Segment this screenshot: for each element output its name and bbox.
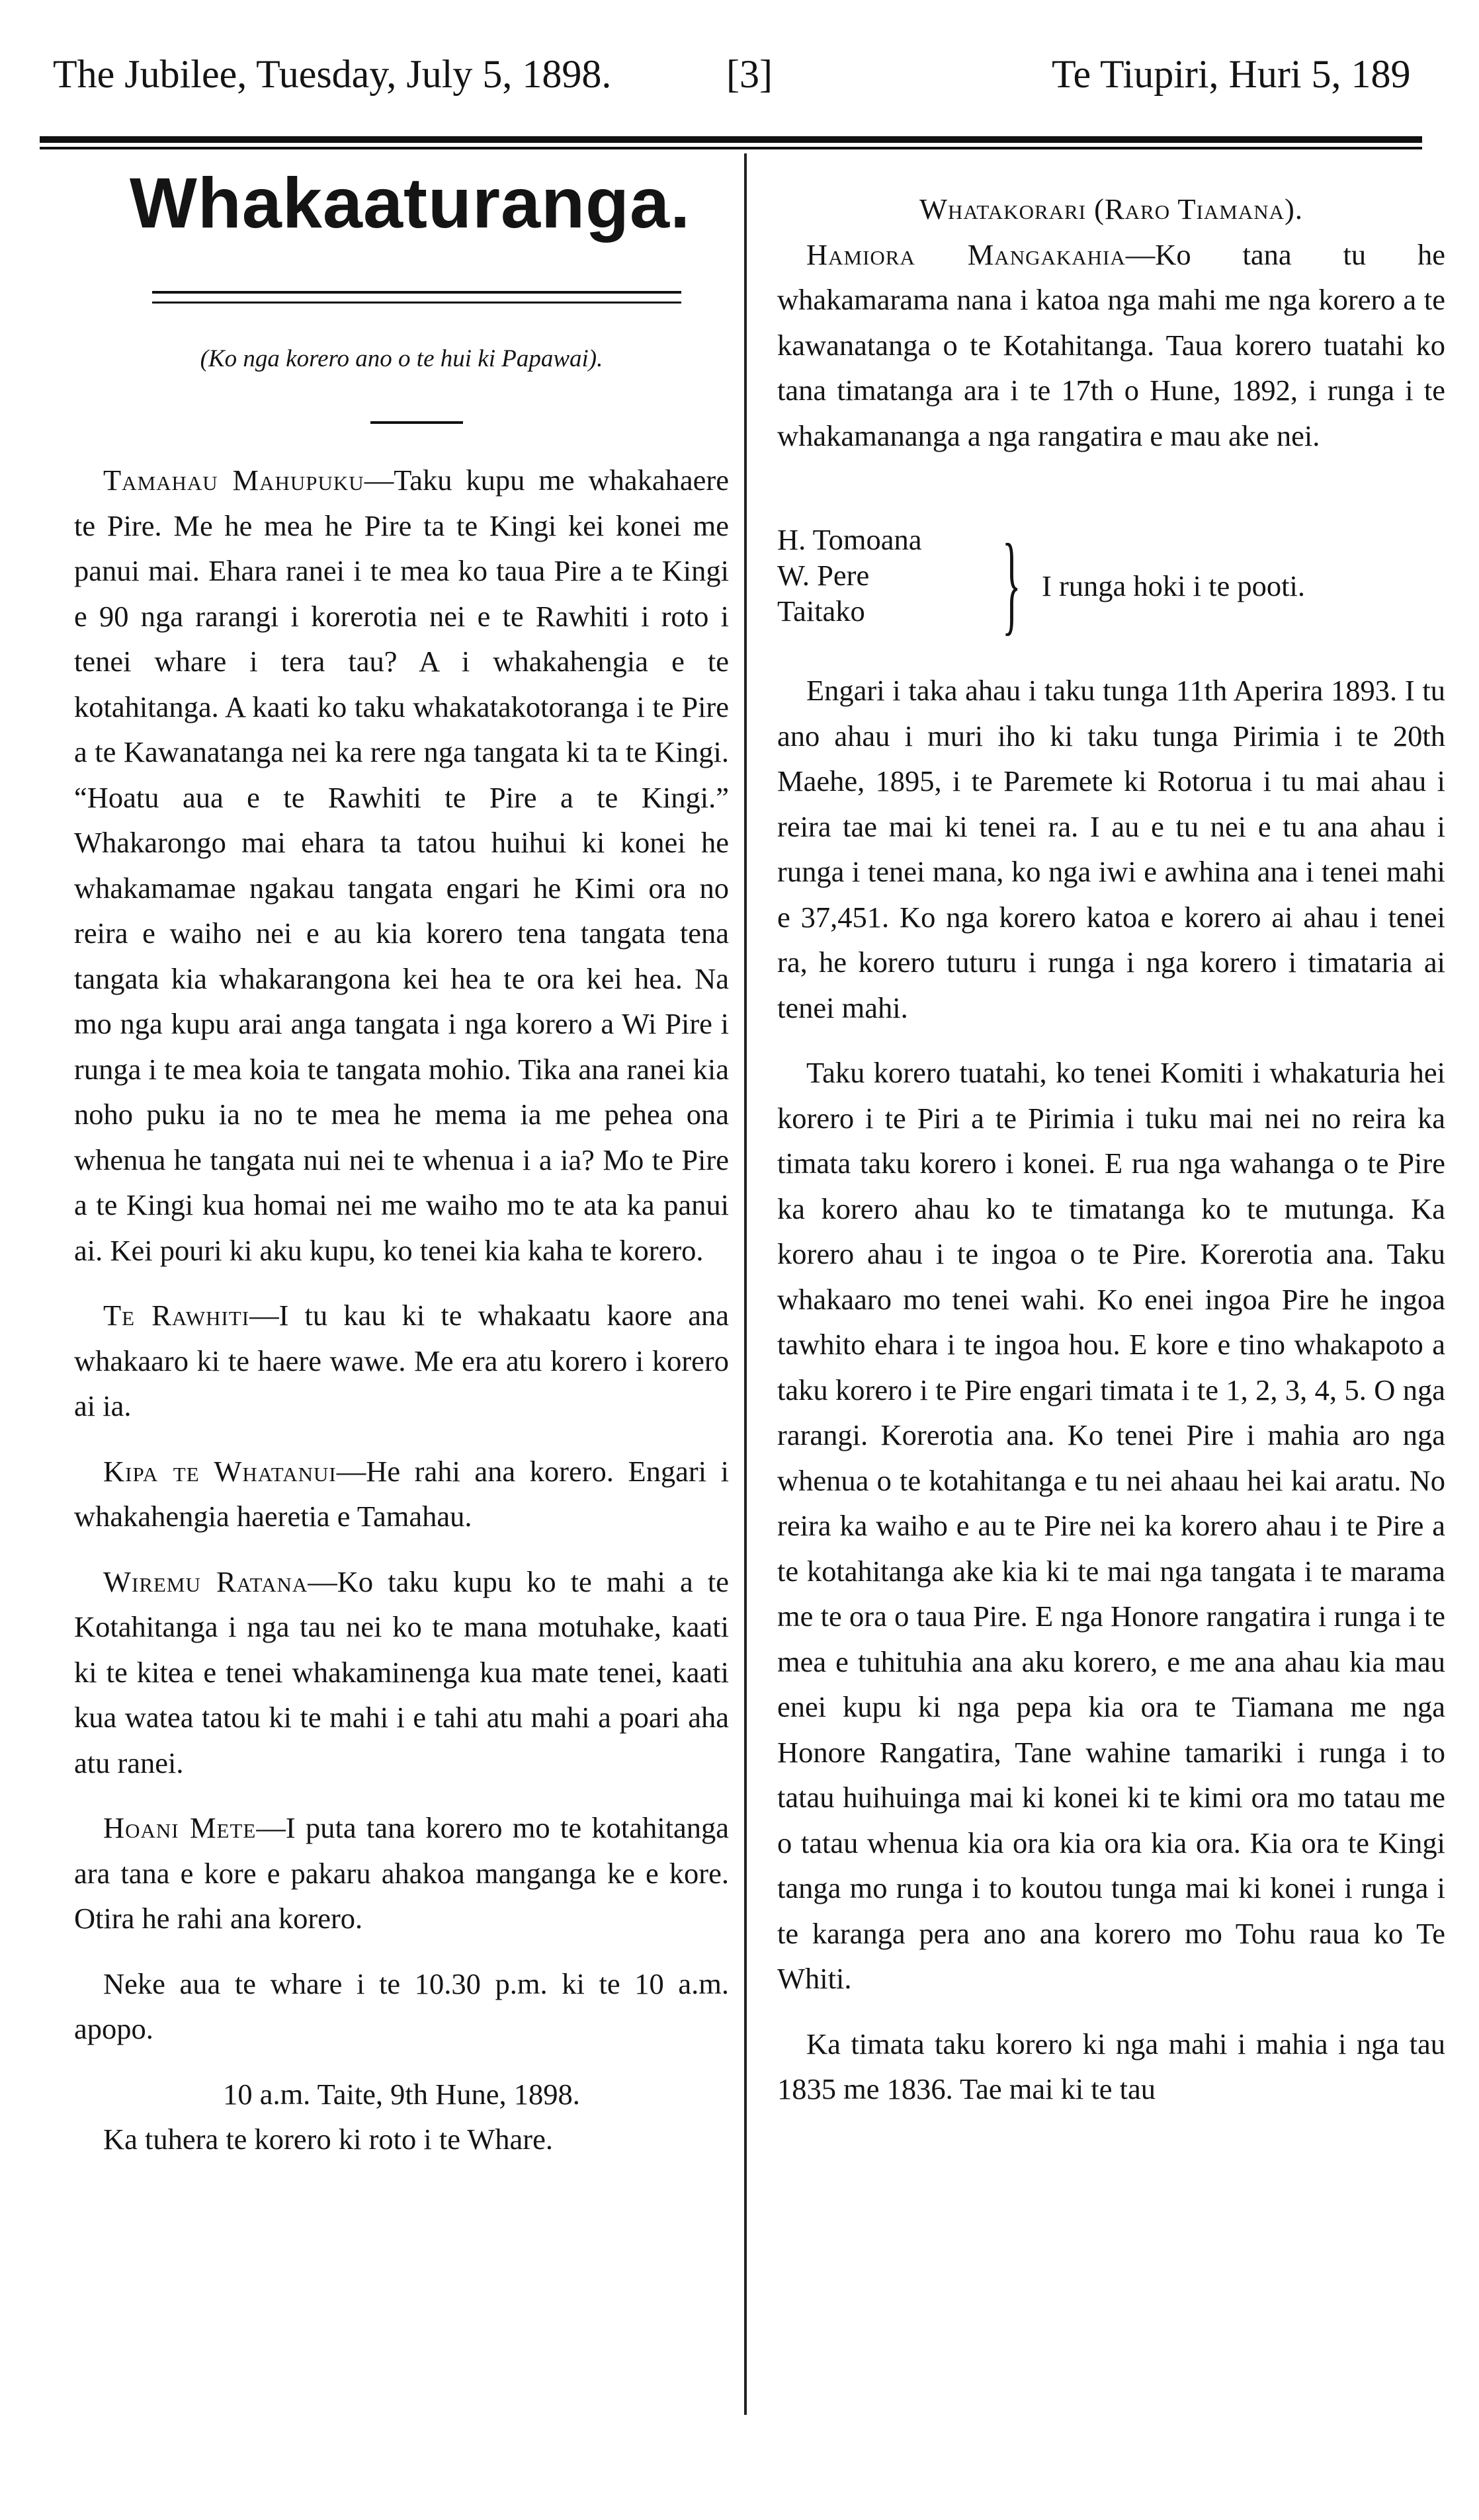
paragraph-rawhiti — [74, 1293, 729, 1429]
paragraph-hoani — [74, 1805, 729, 1941]
article-subtitle: (Ko nga korero ano o te hui ki Papawai). — [200, 345, 603, 372]
paragraph-text: Neke aua te whare i te 10.30 p.m. ki te 10 a.m. apopo. — [74, 1967, 729, 2045]
article-title: Whakaaturanga. — [129, 163, 691, 243]
paragraph-tamahau — [74, 458, 729, 1273]
right-column-body — [777, 668, 1445, 2112]
right-column-intro — [777, 186, 1445, 458]
brace-note: I runga hoki i te pooti. — [1042, 569, 1305, 602]
header-rule-thin — [40, 147, 1422, 149]
paragraph-kipa — [74, 1449, 729, 1539]
name-entry: W. Pere — [777, 559, 870, 592]
paragraph-text: —Taku kupu me whakahaere te Pire. Me he mea he Pire ta te Kingi kei konei me panui mai. Ehara ranei i te mea ko taua Pire a te Kingi e 90 nga rarangi i korerotia nei e te Rawhiti i roto i tenei whare i tera tau? A i whakahengia e te kotahitanga. A kaati ko taku whakatakotoranga i te Pire a te Kawanatanga nei ka rere nga tangata ki ta te Kingi. “Hoatu aua e te Rawhiti te Pire a te Kingi.” Whakarongo mai ehara ta tatou huihui ki konei he whakamamae ngakau tangata engari he Kimi ora no reira e waiho nei e au kia korero tena tangata tena tangata kia whakarangona kei hea te ora kei hea. Na mo nga kupu arai anga tangata i nga korero a Wi Pire i runga i te mea koia te tangata mohio. Tika ana ranei kia noho puku ia no te mea he mema ia me pehea ona whenua he tangata nui nei te whenua i a ia? Mo te Pire a te Kingi kua homai nei me waiho mo te ata ka panui ai. Kei pouri ki aku kupu, ko tenei kia kaha te korero. — [74, 464, 729, 1267]
speaker-name: Hoani Mete — [103, 1811, 257, 1844]
paragraph-text: —He rahi ana korero. Engari i whakahengia haeretia e Tamahau. — [74, 1454, 729, 1533]
speaker-name: Wiremu Ratana — [103, 1565, 308, 1598]
speaker-name: Hamiora Mangakahia — [806, 237, 1126, 271]
page-number: [3] — [726, 52, 773, 96]
session-time: 10 a.m. Taite, 9th Hune, 1898. — [223, 2077, 580, 2111]
left-column-body — [74, 458, 729, 2162]
header-left: The Jubilee, Tuesday, July 5, 1898. — [53, 52, 612, 96]
paragraph-text: —I puta tana korero mo te kotahitanga ara tana e kore e pakaru ahakoa manganga ke e kore. Otira he rahi ana korero. — [74, 1811, 730, 1935]
column-divider — [744, 153, 747, 2415]
paragraph-komiti: Taku korero tuatahi, ko tenei Komiti i whakaturia hei korero i te Piri a te Pirimia i tuku mai nei no reira ka timata taku korero i konei. E rua nga wahanga o te Pire ka korero ahau ko te timatanga ko te mutunga. Ka korero ahau i te ingoa o te Pire. Korerotia ana. Taku whakaaro mo tenei wahi. Ko enei ingoa Pire he ingoa tawhito ehara i te ingoa hou. E kore e tino whakapoto a taku korero i te Pire engari timata i te 1, 2, 3, 4, 5. O nga rarangi. Korerotia ana. Ko tenei Pire i mahia aro nga whenua o te kotahitanga e tu nei ahaau hei kai aratu. No reira ka waiho e au te Pire nei ka korero ahau i te Pire a te kotahitanga ake kia ki te mai nga tangata i te marama me te ora o taua Pire. E nga Honore rangatira i runga i te mea e tuhituhia ana aku korero, e me ana ahau kia mau enei kupu ki nga pepa kia ora te Tiamana me nga Honore Rangatira, Tane wahine tamariki i runga i to tatau huihuinga mai ki konei ki te kimi ora mo tatau me o tatau whenua kia ora kia ora kia ora. Kia ora te Kingi tanga mo runga i to koutou tunga mai ki konei i runga i te karanga pera ano ana korero mo Tohu raua ko Te Whiti. — [777, 1056, 1445, 1995]
name-entry: H. Tomoana — [777, 523, 922, 556]
title-rule-bottom — [152, 302, 681, 304]
name-entry: Taitako — [777, 594, 865, 628]
paragraph-text: —Ko tana tu he whakamarama nana i katoa nga mahi me nga korero a te kawanatanga o te Kotahitanga. Taua korero tuatahi ko tana timatanga ara i te 17th o Hune, 1892, i runga i te whakamananga a nga rangatira e mau ake nei. — [777, 237, 1445, 452]
elected-names — [777, 522, 1445, 665]
paragraph-text: —Ko taku kupu ko te mahi a te Kotahitanga i nga tau nei ko te mana motuhake, kaati ki te kitea e tenei whakaminenga kua mate tenei, kaati kua watea tatou ki te mahi i e tahi atu mahi a poari aha atu ranei. — [74, 1565, 729, 1779]
closing-line: Ka tuhera te korero ki roto i te Whare. — [103, 2123, 553, 2156]
paragraph-timata: Ka timata taku korero ki nga mahi i mahia i nga tau 1835 me 1836. Tae mai ki te tau — [777, 2027, 1445, 2105]
paragraph-engari: Engari i taka ahau i taku tunga 11th Aperira 1893. I tu ano ahau i muri iho ki taku tunga Pirimia i te 20th Maehe, 1895, i te Paremete ki Rotorua i tu mai ahau i reira tae mai ki tenei ra. I au e tu nei e tu ana ahau i runga i tenei mana, ko nga iwi e awhina ana i tenei mahi e 37,451. Ko nga korero katoa e korero ai ahau i tenei ra, he korero tuturu i runga i nga korero i timataria ai tenei mahi. — [777, 674, 1445, 1024]
paragraph-adjourn — [74, 1961, 729, 2052]
paragraph-hamiora — [777, 232, 1445, 459]
speaker-name: Tamahau Mahupuku — [103, 464, 364, 497]
paragraph-wiremu — [74, 1559, 729, 1786]
brace-glyph: } — [1002, 521, 1021, 645]
header-right: Te Tiupiri, Huri 5, 189 — [1052, 52, 1411, 96]
title-rule-top — [152, 291, 681, 294]
speaker-name: Kipa te Whatanui — [103, 1454, 337, 1488]
section-rule — [370, 421, 463, 424]
section-heading: Whatakorari (Raro Tiamana). — [919, 192, 1303, 225]
speaker-name: Te Rawhiti — [103, 1299, 250, 1332]
paragraph-text: —I tu kau ki te whakaatu kaore ana whakaaro ki te haere wawe. Me era atu korero i korero ai ia. — [74, 1299, 729, 1422]
header-rule-thick — [40, 136, 1422, 143]
